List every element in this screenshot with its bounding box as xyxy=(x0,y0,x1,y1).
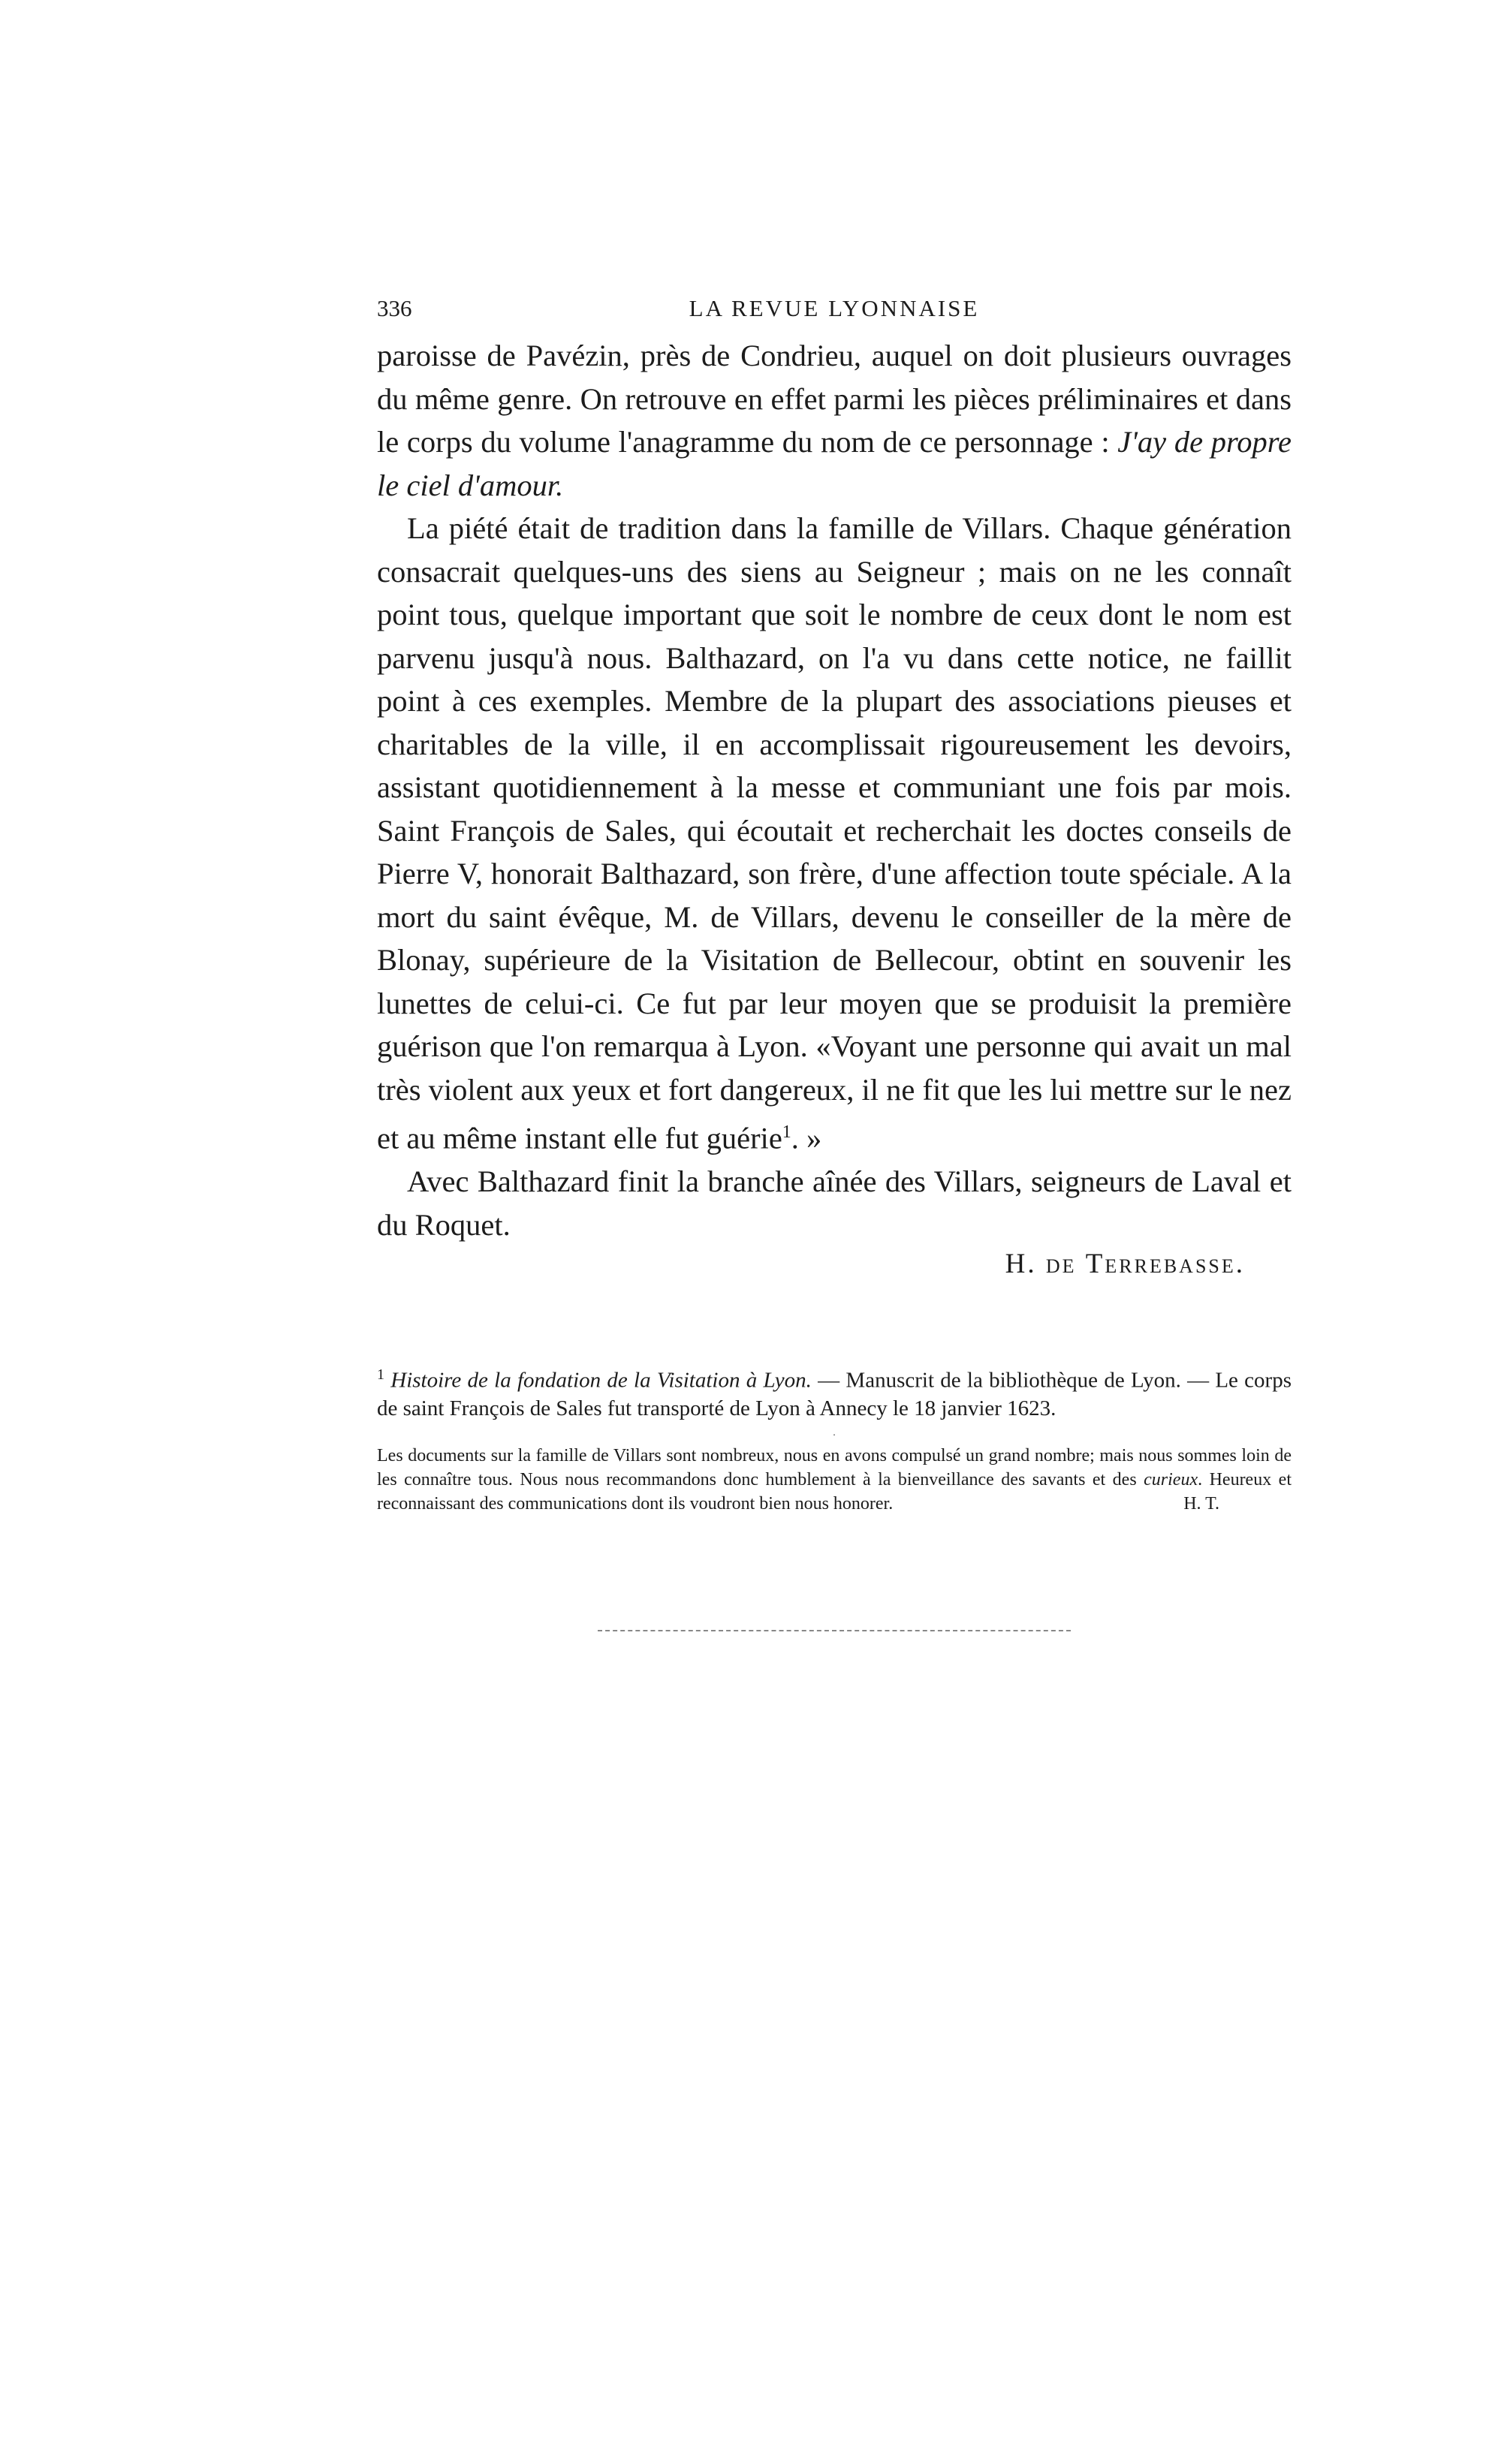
signature-initial: H. xyxy=(1005,1249,1037,1279)
anagram: J'ay de propre le ciel d'amour. xyxy=(377,425,1292,502)
end-rule xyxy=(598,1630,1071,1631)
signature-surname: Terrebasse. xyxy=(1085,1249,1245,1279)
signature-particle: de xyxy=(1045,1249,1077,1279)
author-notice xyxy=(377,1444,1292,1516)
running-header xyxy=(377,289,1292,334)
footnote-reference[interactable]: 1 xyxy=(782,1122,791,1142)
journal-title: LA REVUE LYONNAISE xyxy=(689,295,980,321)
paragraph xyxy=(377,507,1292,1160)
paragraph: Avec Balthazard finit la branche aînée des Villars, seigneurs de Laval et du Roquet. xyxy=(377,1164,1292,1242)
footnote-title: Histoire de la fondation de la Visitation à Lyon. xyxy=(390,1368,812,1393)
main-text xyxy=(377,334,1292,1246)
paragraph-text: paroisse de Pavézin, près de Condrieu, auquel on doit plusieurs ouvrages du même genre. On retrouve en effet parmi les pièces préliminaires et dans le corps du volume l'anagramme du nom de ce personnage : xyxy=(377,339,1292,459)
book-page xyxy=(377,289,1292,1631)
notice-text-end: . Heureux et reconnaissant des communications dont ils voudront bien nous honorer. xyxy=(377,1469,1292,1514)
paragraph-text: La piété était de tradition dans la famille de Villars. Chaque génération consacrait quelques-uns des siens au Seigneur ; mais on ne les connaît point tous, quelque important que soit le nombre de ceux dont le nom est parvenu jusqu'à nous. Balthazard, on l'a vu dans cette notice, ne faillit point à ces exemples. Membre de la plupart des associations pieuses et charitables de la ville, il en accomplissait rigoureusement les devoirs, assistant quotidiennement à la messe et communiant une fois par mois. Saint François de Sales, qui écoutait et recherchait les doctes conseils de Pierre V, honorait Balthazard, son frère, d'une affection toute spéciale. A la mort du saint évêque, M. de Villars, devenu le conseiller de la mère de Blonay, supérieure de la Visitation de Bellecour, obtint en souvenir les lunettes de celui-ci. Ce fut par leur moyen que se produisit la première guérison que l'on remarqua à Lyon. «Voyant une personne qui avait un mal très violent aux yeux et fort dangereux, il ne fit que les lui mettre sur le nez et au même instant elle fut guérie xyxy=(377,511,1292,1155)
notice-italic: curieux xyxy=(1144,1469,1198,1490)
footnote-text: — Manuscrit de la bibliothèque de Lyon. — Le corps de saint François de Sales fut transporté de Lyon à Annecy le 18 janvier 1623. xyxy=(377,1368,1292,1420)
quote-close: . » xyxy=(791,1121,822,1155)
paragraph xyxy=(377,334,1292,507)
footnote-marker: 1 xyxy=(377,1366,384,1383)
page-number: 336 xyxy=(377,295,412,321)
notice-text: Les documents sur la famille de Villars sont nombreux, nous en avons compulsé un grand nombre; mais nous sommes loin de les connaître tous. Nous nous recommandons donc humblement à la bienveillance des savants et des xyxy=(377,1445,1292,1490)
separator-dot: . xyxy=(833,1426,836,1438)
author-signature xyxy=(377,1248,1292,1280)
footnote xyxy=(377,1361,1292,1423)
notice-initials: H. T. xyxy=(1183,1493,1219,1514)
